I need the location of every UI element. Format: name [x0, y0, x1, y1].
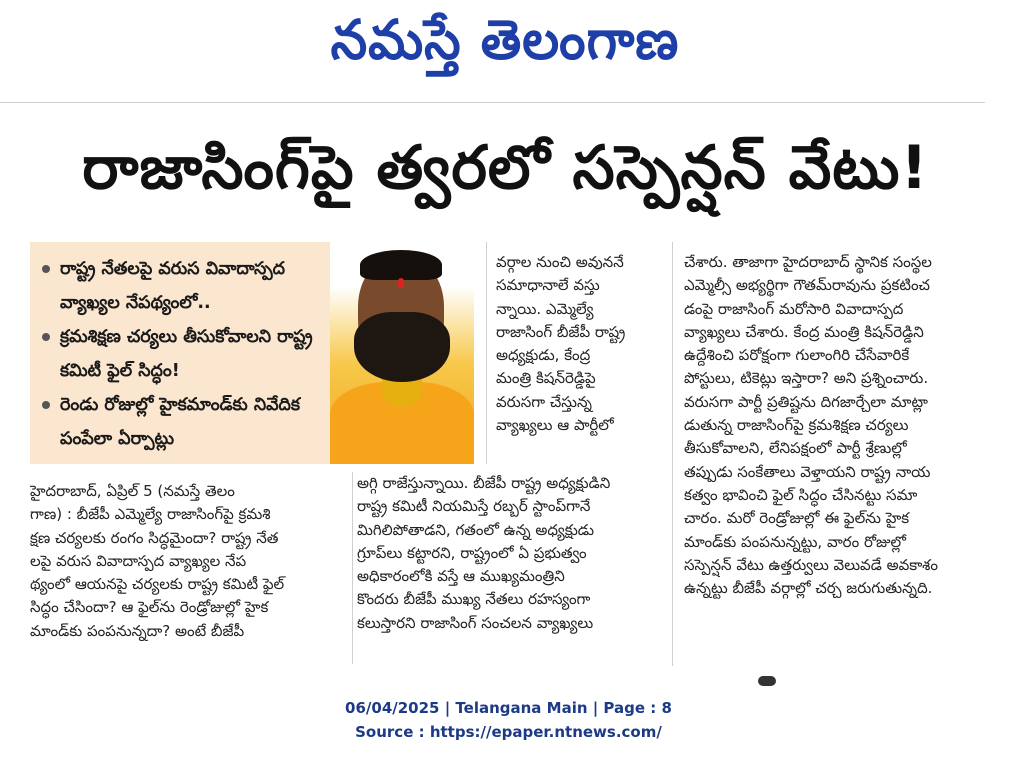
article-column-2-top — [496, 251, 662, 437]
highlight-item: క్రమశిక్షణ చర్యలు తీసుకోవాలని రాష్ట్ర కమిటీ ఫైల్ సిద్ధం! — [38, 320, 338, 388]
text-line: వ్యాఖ్యలు ఆ పార్టీలో — [496, 416, 614, 435]
text-line: వర్గాల నుంచి అవుననే — [496, 253, 624, 271]
text-line: కొందరు బీజేపీ ముఖ్య నేతలు రహస్యంగా — [357, 590, 591, 609]
text-line: అగ్గి రాజేస్తున్నాయి. బీజేపీ రాష్ట్ర అధ్యక్షుడిని — [357, 474, 611, 492]
text-line: వరుసగా పార్టీ ప్రతిష్టను దిగజార్చేలా మాట్లా — [684, 392, 928, 411]
text-line: చేశారు. తాజాగా హైదరాబాద్ స్థానిక సంస్థల — [684, 253, 932, 271]
article-column-2-bottom — [357, 472, 662, 635]
text-line: చారం. మరో రెండ్రోజుల్లో ఈ ఫైల్‌ను హైక — [684, 509, 910, 528]
highlight-item: రెండు రోజుల్లో హైకమాండ్‌కు నివేదిక పంపేలా ఏర్పాట్లు — [38, 388, 338, 456]
text-line: రాజాసింగ్ బీజేపీ రాష్ట్ర — [496, 322, 626, 341]
masthead-divider — [0, 102, 985, 103]
text-line: సస్పెన్షన్ వేటు ఉత్తర్వులు వెలువడే అవకాశం — [684, 555, 938, 574]
text-line: ఉద్దేశించి పరోక్షంగా గులాంగిరి చేసేవారికే — [684, 346, 910, 365]
article-column-3 — [684, 251, 986, 600]
text-line: డంపై రాజాసింగ్ మరోసారి వివాదాస్పద — [684, 299, 904, 318]
bullet-icon — [42, 401, 50, 409]
text-line: మంత్రి కిషన్‌రెడ్డిపై — [496, 369, 596, 388]
bullet-icon — [42, 265, 50, 273]
bullet-icon — [42, 333, 50, 341]
text-line: థ్యంలో ఆయనపై చర్యలకు రాష్ట్ర కమిటీ ఫైల్ — [30, 575, 285, 594]
text-line: మాండ్‌కు పంపనున్నదా? అంటే బీజేపీ — [30, 621, 245, 640]
highlights-box — [30, 242, 348, 464]
newspaper-masthead: నమస్తే తెలంగాణ — [330, 8, 680, 72]
column-divider — [486, 242, 487, 464]
text-line: కలుస్తారని రాజాసింగ్ సంచలన వ్యాఖ్యలు — [357, 613, 594, 632]
text-line: మిగిలిపోతాడని, గతంలో ఉన్న అధ్యక్షుడు — [357, 520, 595, 539]
article-column-1 — [30, 480, 348, 643]
column-divider — [672, 242, 673, 666]
text-line: మాండ్‌కు పంపనున్నట్టు, వారం రోజుల్లో — [684, 532, 906, 551]
text-line: క్షణ చర్యలకు రంగం సిద్ధమైందా? రాష్ట్ర నేత — [30, 528, 279, 547]
text-line: న్నాయి. ఎమ్మెల్యే — [496, 299, 594, 318]
text-line: తీసుకోవాలని, లేనిపక్షంలో పార్టీ శ్రేణుల్లో — [684, 439, 907, 458]
text-line: సమాధానాలే వస్తు — [496, 276, 600, 295]
text-line: ఉన్నట్టు బీజేపీ వర్గాల్లో చర్చ జరుగుతున్నది. — [684, 579, 933, 598]
person-photo — [330, 242, 474, 464]
text-line: సిద్ధం చేసిందా? ఆ ఫైల్‌ను రెండ్రోజుల్లో హైక — [30, 598, 269, 617]
text-line: వ్యాఖ్యలు చేశారు. కేంద్ర మంత్రి కిషన్‌రెడ్డిని — [684, 322, 924, 341]
text-line: రాష్ట్ర కమిటీ నియమిస్తే రబ్బర్ స్టాంప్‌గానే — [357, 497, 591, 516]
text-line: పోస్టులు, టికెట్లు ఇస్తారా? అని ప్రశ్నించారు. — [684, 369, 929, 388]
text-line: డుతున్న రాజాసింగ్‌పై క్రమశిక్షణ చర్యలు — [684, 416, 909, 435]
text-line: అధ్యక్షుడు, కేంద్ర — [496, 346, 591, 365]
text-line: ఎమ్మెల్సీ అభ్యర్థిగా గౌతమ్‌రావును ప్రకటించ — [684, 276, 930, 295]
text-line: కత్వం భావించి ఫైల్ సిద్ధం చేసినట్టు సమా — [684, 485, 918, 504]
page-footer — [0, 696, 1017, 744]
highlight-item: రాష్ట్ర నేతలపై వరుస వివాదాస్పద వ్యాఖ్యల నేపథ్యంలో.. — [38, 252, 338, 320]
text-line: హైదరాబాద్, ఏప్రిల్ 5 (నమస్తే తెలం — [30, 482, 235, 500]
article-headline: రాజాసింగ్‌పై త్వరలో సస్పెన్షన్ వేటు! — [82, 133, 929, 203]
text-line: తప్పుడు సంకేతాలు వెళ్తాయని రాష్ట్ర నాయ — [684, 462, 931, 481]
text-line: అధికారంలోకి వస్తే ఆ ముఖ్యమంత్రిని — [357, 567, 565, 586]
text-line: గాణ) : బీజేపీ ఎమ్మెల్యే రాజాసింగ్‌పై క్రమశి — [30, 505, 271, 524]
footer-edition-info: 06/04/2025 | Telangana Main | Page : 8 — [345, 699, 672, 717]
column-divider — [352, 472, 353, 664]
text-line: లపై వరుస వివాదాస్పద వ్యాఖ్యల నేప — [30, 551, 247, 570]
article-end-icon — [758, 676, 776, 686]
text-line: వరుసగా చేస్తున్న — [496, 392, 592, 411]
text-line: గ్రూప్‌లు కట్టారని, రాష్ట్రంలో ఏ ప్రభుత్వం — [357, 543, 587, 562]
footer-source-link[interactable]: Source : https://epaper.ntnews.com/ — [355, 723, 662, 741]
